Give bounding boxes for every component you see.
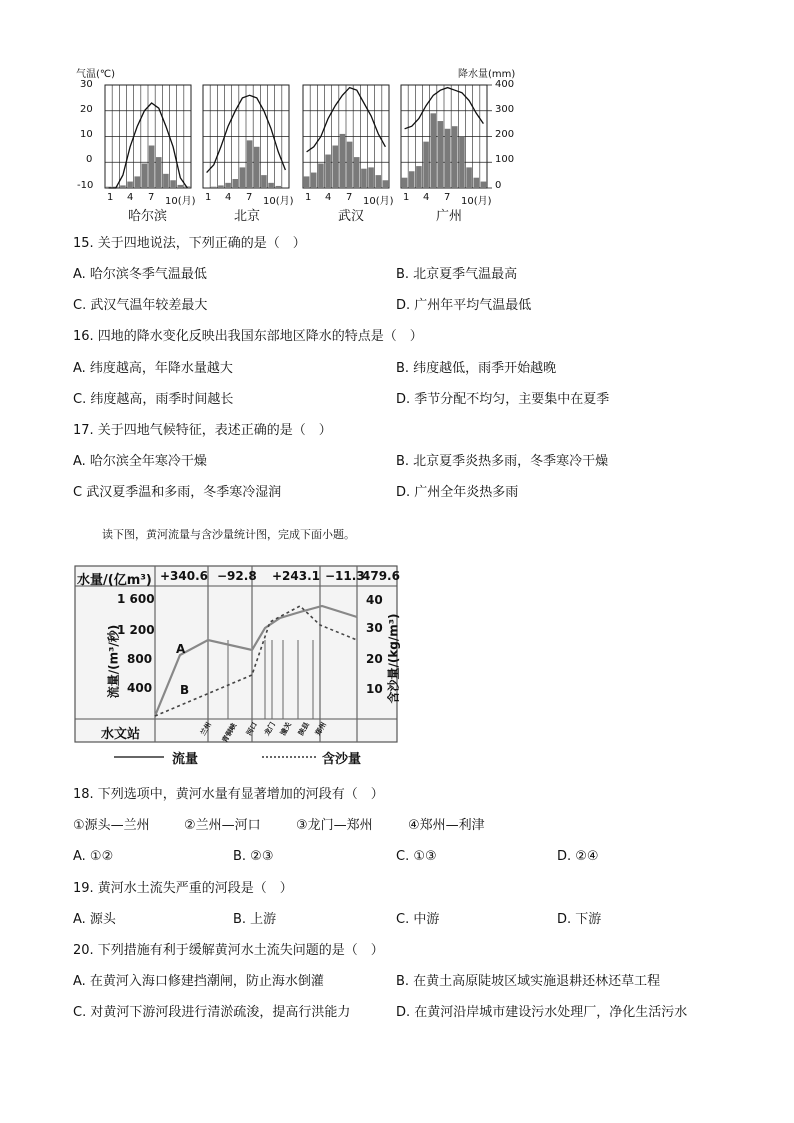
question-16: 16. 四地的降水变化反映出我国东部地区降水的特点是（ ）	[73, 329, 423, 344]
x-tick: 10(月)	[263, 196, 294, 207]
flow-axis-label: 流量/(m³/秒)	[106, 624, 121, 699]
question-17: 17. 关于四地气候特征，表述正确的是（ ）	[73, 423, 332, 438]
station-name: 郑州	[314, 720, 328, 738]
option-17d[interactable]: D. 广州全年炎热多雨	[396, 485, 519, 500]
option-16a[interactable]: A. 纬度越高，年降水量越大	[73, 361, 233, 376]
station-label: 水文站	[101, 727, 141, 742]
station-name: 潼关	[279, 720, 293, 738]
option-15a[interactable]: A. 哈尔滨冬季气温最低	[73, 267, 207, 282]
precip-tick: 400	[495, 79, 515, 90]
sand-axis-label: 含沙量/(kg/m³)	[386, 613, 401, 704]
temp-tick: 10	[80, 129, 93, 140]
x-tick: 4	[325, 192, 332, 203]
option-16b[interactable]: B. 纬度越低，雨季开始越晚	[396, 361, 557, 376]
x-tick: 10(月)	[363, 196, 394, 207]
option-17a[interactable]: A. 哈尔滨全年寒冷干燥	[73, 454, 207, 469]
flow-tick: 1 600	[117, 592, 155, 606]
city-label: 哈尔滨	[128, 209, 168, 224]
option-17b[interactable]: B. 北京夏季炎热多雨，冬季寒冷干燥	[396, 454, 609, 469]
question-20: 20. 下列措施有利于缓解黄河水土流失问题的是（ ）	[73, 943, 384, 958]
precip-tick: 200	[495, 129, 515, 140]
intro-text: 读下图，黄河流量与含沙量统计图，完成下面小题。	[102, 528, 355, 541]
option-20c[interactable]: C. 对黄河下游河段进行清淤疏浚，提高行洪能力	[73, 1005, 351, 1020]
station-name: 陕县	[297, 720, 311, 738]
water-value: −92.8	[217, 569, 257, 583]
flow-tick: 400	[127, 681, 153, 695]
temp-tick: 20	[80, 104, 93, 115]
legend-flow-label: 流量	[172, 752, 199, 767]
x-tick: 1	[107, 192, 114, 203]
x-tick: 4	[225, 192, 232, 203]
city-label: 广州	[436, 209, 463, 224]
option-15b[interactable]: B. 北京夏季气温最高	[396, 267, 518, 282]
water-value: 479.6	[362, 569, 400, 583]
question-18: 18. 下列选项中，黄河水量有显著增加的河段有（ ）	[73, 787, 384, 802]
water-value: −11.3	[325, 569, 365, 583]
option-19c[interactable]: C. 中游	[396, 912, 440, 927]
option-20b[interactable]: B. 在黄土高原陡坡区域实施退耕还林还草工程	[396, 974, 661, 989]
flow-tick: 1 200	[117, 623, 155, 637]
x-tick: 7	[444, 192, 451, 203]
q18-item: ②兰州—河口	[184, 818, 261, 833]
q18-item: ④郑州—利津	[408, 818, 485, 833]
option-16c[interactable]: C. 纬度越高，雨季时间越长	[73, 392, 234, 407]
x-tick: 4	[423, 192, 430, 203]
question-15: 15. 关于四地说法，下列正确的是（ ）	[73, 236, 306, 251]
x-tick: 1	[305, 192, 312, 203]
city-label: 武汉	[338, 209, 365, 224]
right-axis-label: 降水量(mm)	[458, 69, 516, 80]
x-tick: 10(月)	[165, 196, 196, 207]
sand-tick: 10	[366, 682, 383, 696]
precip-tick: 300	[495, 104, 515, 115]
x-tick: 7	[246, 192, 253, 203]
curve-b-label: B	[180, 683, 190, 697]
station-name: 龙门	[263, 720, 277, 738]
x-tick: 7	[148, 192, 155, 203]
q18-item: ③龙门—郑州	[296, 818, 373, 833]
sand-tick: 20	[366, 652, 383, 666]
option-19a[interactable]: A. 源头	[73, 912, 116, 927]
option-17c[interactable]: C 武汉夏季温和多雨，冬季寒冷湿润	[73, 485, 282, 500]
water-value: +340.6	[160, 569, 209, 583]
sand-tick: 30	[366, 621, 383, 635]
option-18c[interactable]: C. ①③	[396, 849, 437, 864]
x-tick: 1	[205, 192, 212, 203]
curve-a-label: A	[176, 642, 186, 656]
water-label: 水量/(亿m³)	[77, 573, 152, 588]
option-18d[interactable]: D. ②④	[557, 849, 599, 864]
precip-tick: 0	[495, 180, 502, 191]
left-axis-label: 气温(℃)	[76, 69, 116, 80]
option-15d[interactable]: D. 广州年平均气温最低	[396, 298, 532, 313]
option-18a[interactable]: A. ①②	[73, 849, 114, 864]
option-20a[interactable]: A. 在黄河入海口修建挡潮闸，防止海水倒灌	[73, 974, 324, 989]
option-19d[interactable]: D. 下游	[557, 912, 602, 927]
option-15c[interactable]: C. 武汉气温年较差最大	[73, 298, 208, 313]
temp-tick: 0	[86, 154, 93, 165]
station-name: 青铜峡	[220, 721, 239, 745]
q18-item: ①源头—兰州	[73, 818, 150, 833]
question-19: 19. 黄河水土流失严重的河段是（ ）	[73, 881, 293, 896]
legend-sand-label: 含沙量	[322, 752, 362, 767]
option-19b[interactable]: B. 上游	[233, 912, 277, 927]
station-name: 河口	[245, 720, 259, 738]
temp-tick: -10	[77, 180, 94, 191]
option-20d[interactable]: D. 在黄河沿岸城市建设污水处理厂，净化生活污水	[396, 1005, 688, 1020]
station-name: 兰州	[199, 720, 213, 738]
flow-tick: 800	[127, 652, 153, 666]
option-16d[interactable]: D. 季节分配不均匀，主要集中在夏季	[396, 392, 610, 407]
x-tick: 4	[127, 192, 134, 203]
sand-tick: 40	[366, 593, 383, 607]
x-tick: 7	[346, 192, 353, 203]
temp-tick: 30	[80, 79, 93, 90]
x-tick: 1	[403, 192, 410, 203]
water-value: +243.1	[272, 569, 321, 583]
city-label: 北京	[234, 209, 261, 224]
precip-tick: 100	[495, 154, 515, 165]
x-tick: 10(月)	[461, 196, 492, 207]
option-18b[interactable]: B. ②③	[233, 849, 274, 864]
